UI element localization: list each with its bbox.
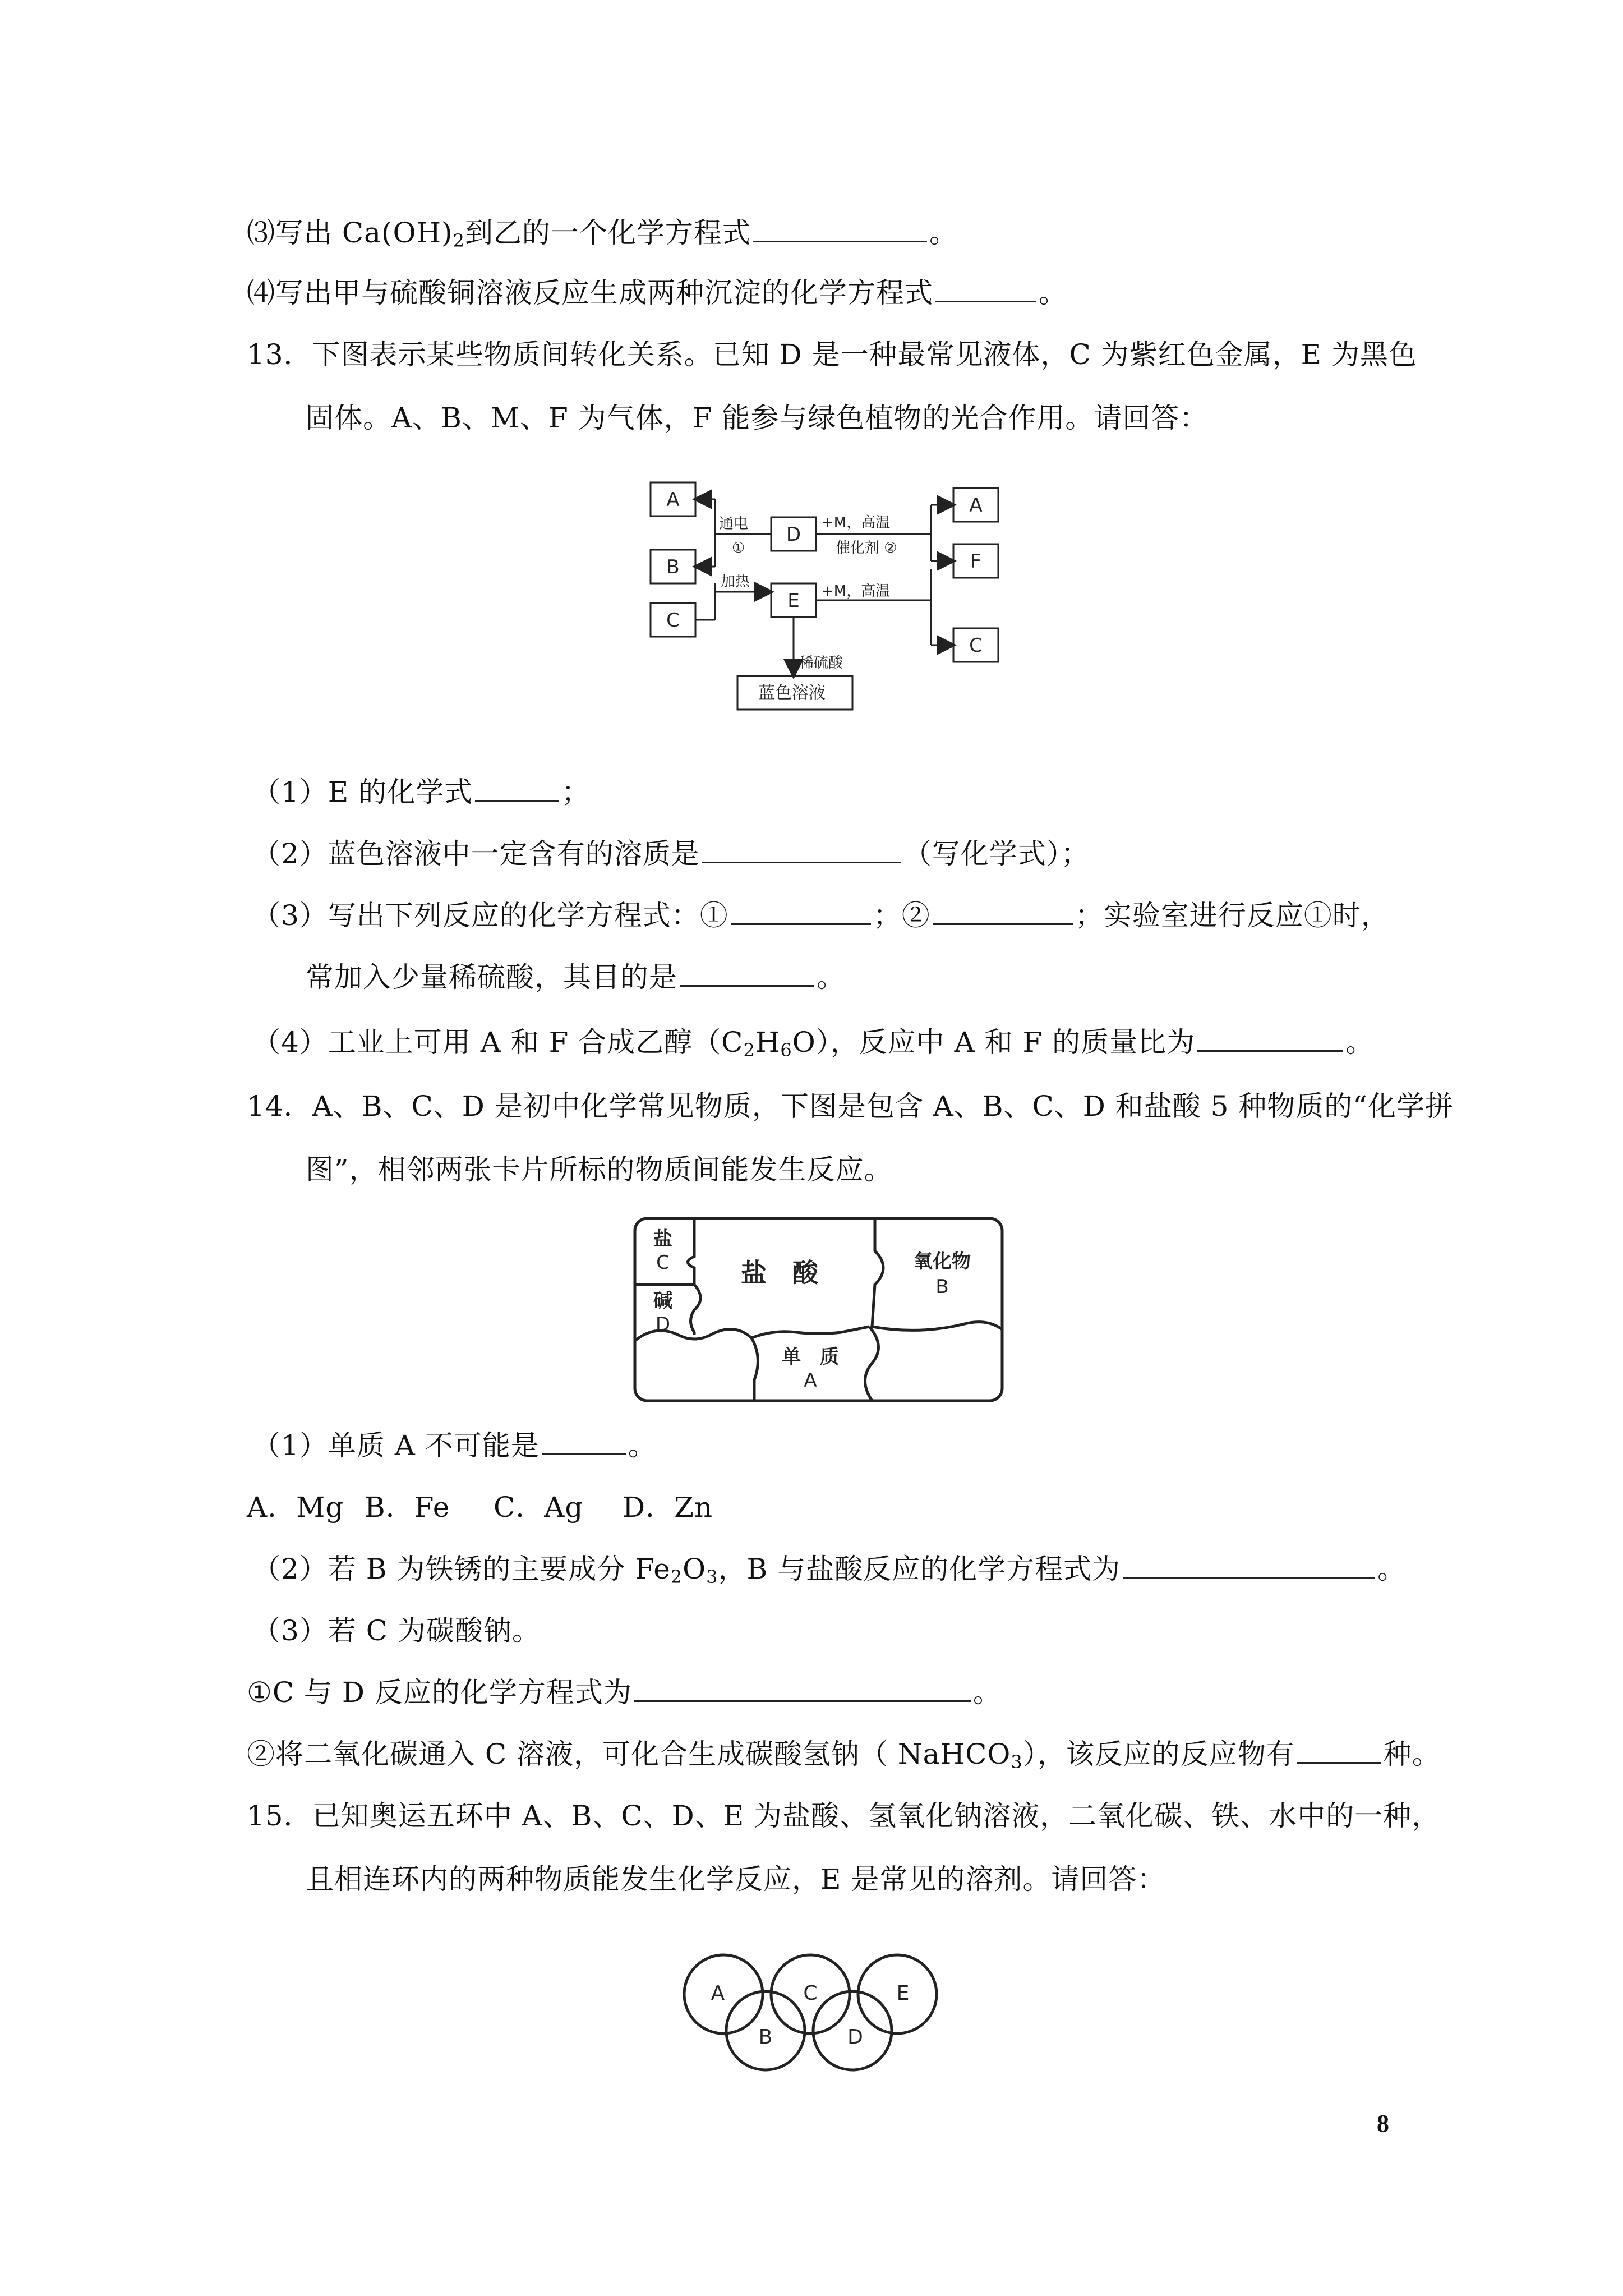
label-e-condition: +M，高温 xyxy=(822,583,891,600)
ring-d-label: D xyxy=(847,2026,863,2049)
q14-options xyxy=(247,1489,713,1525)
option-d[interactable]: D．Zn xyxy=(623,1491,713,1524)
q14-part3-2: ②将二氧化碳通入 C 溶液，可化合生成碳酸氢钠（ NaHCO$_3$），该反应的反应物有 种。 xyxy=(247,1736,1441,1780)
option-c[interactable]: C．Ag xyxy=(494,1491,584,1524)
q14-part3-1: ①C 与 D 反应的化学方程式为 。 xyxy=(247,1674,1002,1710)
answer-blank[interactable] xyxy=(731,898,871,925)
answer-blank[interactable] xyxy=(702,836,901,863)
label-blue-solution: 蓝色溶液 xyxy=(758,683,826,703)
answer-blank[interactable] xyxy=(475,774,559,802)
answer-blank[interactable] xyxy=(1297,1736,1381,1764)
q13-part1: （1）E 的化学式 ； xyxy=(252,774,590,810)
q12-part3: ⑶写出 $Ca(OH)_2$到乙的一个化学方程式 。 xyxy=(247,215,958,259)
puzzle-oxide-label: 氧化物 xyxy=(914,1250,971,1273)
q13-stem-line2: 固体。A、B、M、F 为气体，F 能参与绿色植物的光合作用。请回答： xyxy=(306,402,1209,434)
puzzle-acid-label: 盐 酸 xyxy=(741,1258,818,1288)
answer-blank[interactable] xyxy=(1123,1551,1375,1579)
ring-e-label: E xyxy=(896,1982,910,2005)
puzzle-element-label: 单 质 xyxy=(782,1346,839,1368)
ring-b-label: B xyxy=(758,2026,773,2049)
puzzle-c-label: C xyxy=(656,1251,670,1274)
label-c-right: C xyxy=(969,634,983,657)
label-f: F xyxy=(970,550,981,573)
q15-stem-line1: 15．已知奥运五环中 A、B、C、D、E 为盐酸、氢氧化钠溶液，二氧化碳、铁、水中的一种， xyxy=(247,1800,1441,1832)
option-a[interactable]: A．Mg xyxy=(247,1491,344,1524)
label-d: D xyxy=(786,523,801,546)
q15-stem-line2: 且相连环内的两种物质能发生化学反应，E 是常见的溶剂。请回答： xyxy=(306,1863,1166,1895)
label-c-left: C xyxy=(666,609,680,632)
answer-blank[interactable] xyxy=(680,959,814,987)
q13-part4: （4）工业上可用 A 和 F 合成乙醇$(C_2H_6O)$，反应中 A 和 F 的质量比为 。 xyxy=(252,1024,1374,1068)
q13-part2: （2）蓝色溶液中一定含有的溶质是 （写化学式）； xyxy=(252,836,1090,872)
puzzle-base-label: 碱 xyxy=(653,1290,672,1312)
q13-part3: （3）写出下列反应的化学方程式：① ；② ；实验室进行反应①时， xyxy=(252,898,1390,933)
puzzle-frame xyxy=(635,1218,1002,1401)
page-number: 8 xyxy=(1377,2110,1389,2137)
label-heating: 加热 xyxy=(721,573,750,590)
q13-stem-line1: 13．下图表示某些物质间转化关系。已知 D 是一种最常见液体，C 为紫红色金属，E 为黑色 xyxy=(247,338,1418,371)
puzzle-salt-label: 盐 xyxy=(653,1228,672,1250)
answer-blank[interactable] xyxy=(935,275,1036,302)
q13-part3-line2: 常加入少量稀硫酸，其目的是 。 xyxy=(306,959,845,995)
q15-olympic-rings xyxy=(673,1952,953,2087)
q12-part4: ⑷写出甲与硫酸铜溶液反应生成两种沉淀的化学方程式 。 xyxy=(247,275,1067,311)
label-d-condition-top: +M，高温 xyxy=(822,514,891,531)
q14-part2: （2）若 B 为铁锈的主要成分 $Fe_2O_3$，B 与盐酸反应的化学方程式为 。 xyxy=(252,1551,1406,1595)
option-b[interactable]: B．Fe xyxy=(365,1491,450,1524)
q14-stem-line1: 14．A、B、C、D 是初中化学常见物质，下图是包含 A、B、C、D 和盐酸 5 种物质的“化学拼 xyxy=(247,1090,1454,1122)
label-circle-1: ① xyxy=(732,540,745,556)
answer-blank[interactable] xyxy=(933,898,1073,925)
label-a-right: A xyxy=(969,494,983,517)
ring-a-label: A xyxy=(711,1982,725,2005)
answer-blank[interactable] xyxy=(753,215,927,242)
puzzle-b-label: B xyxy=(935,1276,949,1298)
label-b: B xyxy=(666,556,680,578)
answer-blank[interactable] xyxy=(1197,1024,1343,1052)
label-electrolysis: 通电 xyxy=(719,516,749,532)
q14-part3: （3）若 C 为碳酸钠。 xyxy=(252,1614,541,1647)
q14-stem-line2: 图”，相邻两张卡片所标的物质间能发生反应。 xyxy=(306,1153,893,1186)
q13-transformation-diagram xyxy=(639,471,1032,729)
q14-part1: （1）单质 A 不可能是 。 xyxy=(252,1428,657,1464)
answer-blank[interactable] xyxy=(542,1428,626,1455)
answer-blank[interactable] xyxy=(634,1674,971,1702)
label-e: E xyxy=(787,590,800,612)
puzzle-a-label: A xyxy=(804,1369,817,1392)
label-dilute-acid: 稀硫酸 xyxy=(799,655,843,671)
label-d-condition-bottom: 催化剂 ② xyxy=(836,540,897,556)
q14-chemistry-puzzle xyxy=(628,1212,1009,1414)
puzzle-edge-left-top xyxy=(688,1218,695,1285)
ring-c-label: C xyxy=(803,1982,818,2005)
puzzle-d-label: D xyxy=(655,1313,671,1336)
label-a-left: A xyxy=(666,489,680,511)
